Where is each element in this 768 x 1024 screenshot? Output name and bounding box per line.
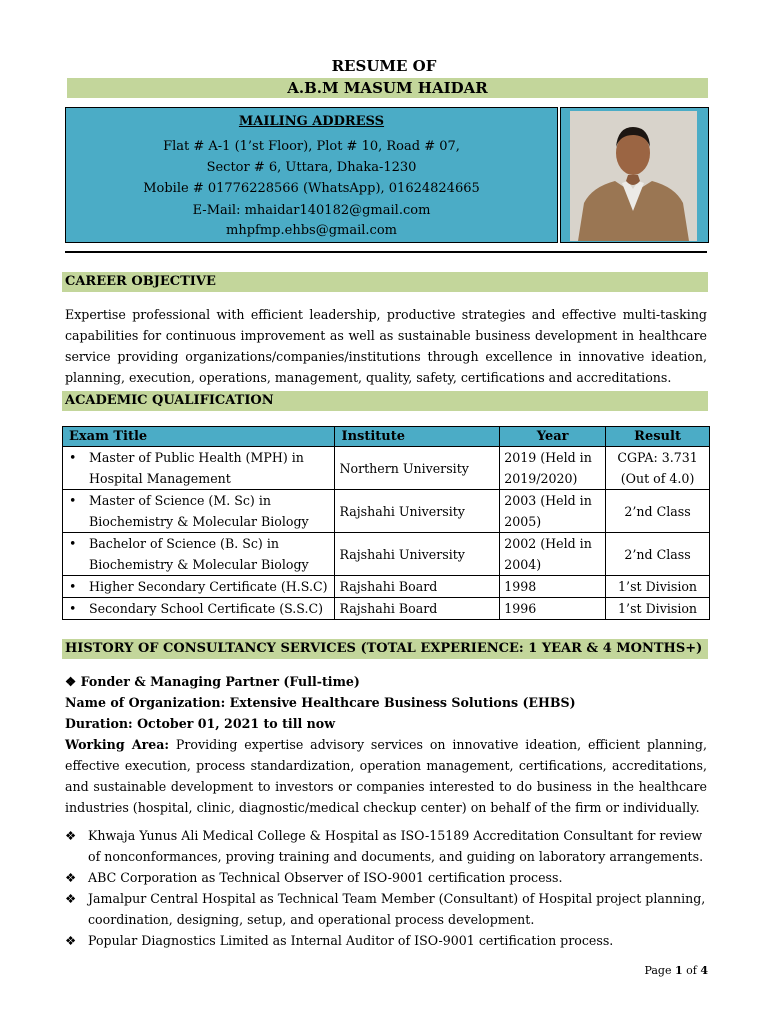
result-cell: 2’nd Class <box>606 533 710 576</box>
email-line-2: mhpfmp.ehbs@gmail.com <box>226 223 397 238</box>
organization-name: Name of Organization: Extensive Healthcare Business Solutions (EHBS) <box>65 695 576 710</box>
list-item-text: ABC Corporation as Technical Observer of ISO-9001 certification process. <box>88 870 563 885</box>
exam-cell <box>63 490 335 533</box>
year-cell: 2003 (Held in 2005) <box>500 490 606 533</box>
address-line: Sector # 6, Uttara, Dhaka-1230 <box>206 160 417 175</box>
consultancy-heading: HISTORY OF CONSULTANCY SERVICES (TOTAL EXPERIENCE: 1 YEAR & 4 MONTHS+) <box>62 639 708 659</box>
bullet-icon: • <box>69 601 77 616</box>
column-header-year: Year <box>500 427 606 447</box>
exam-title: Master of Public Health (MPH) in Hospital Management <box>89 450 304 486</box>
resume-title: RESUME OF <box>331 57 437 75</box>
year-cell: 1998 <box>500 576 606 598</box>
table-row <box>63 447 710 490</box>
experience-block <box>65 671 707 818</box>
column-header-result: Result <box>606 427 710 447</box>
address-line: Flat # A-1 (1’st Floor), Plot # 10, Road # 07, <box>163 139 460 154</box>
bullet-icon: • <box>69 579 77 594</box>
career-objective-text: Expertise professional with efficient leadership, productive strategies and effective multi-tasking capabilities for continuous improvement as well as sustainable business development in healthcare service providing organizations/companies/institutions through excellence in innovative ideation, planning, execution, operations, management, quality, safety, certifications and accreditations. <box>65 307 707 385</box>
year-cell: 2002 (Held in 2004) <box>500 533 606 576</box>
year-cell: 1996 <box>500 598 606 620</box>
list-item-text: Popular Diagnostics Limited as Internal Auditor of ISO-9001 certification process. <box>88 933 614 948</box>
institute-cell: Rajshahi University <box>335 533 500 576</box>
profile-photo <box>570 111 697 241</box>
photo-frame <box>560 107 709 243</box>
diamond-bullet-icon: ❖ <box>65 828 77 843</box>
table-header-row <box>63 427 710 447</box>
table-row <box>63 576 710 598</box>
email-line: E-Mail: mhaidar140182@gmail.com <box>192 203 431 218</box>
column-header-institute: Institute <box>335 427 500 447</box>
exam-cell <box>63 533 335 576</box>
mailing-address-box <box>65 107 558 243</box>
year-cell: 2019 (Held in 2019/2020) <box>500 447 606 490</box>
exam-title: Master of Science (M. Sc) in Biochemistry & Molecular Biology <box>89 493 309 529</box>
exam-cell <box>63 598 335 620</box>
table-row <box>63 598 710 620</box>
result-cell: 1’st Division <box>606 598 710 620</box>
academic-qualification-heading: ACADEMIC QUALIFICATION <box>62 391 708 411</box>
exam-cell <box>63 447 335 490</box>
list-item <box>65 867 707 888</box>
list-item-text: Khwaja Yunus Ali Medical College & Hospital as ISO-15189 Accreditation Consultant for review of nonconformances, proving training and documents, and guiding on laboratory arrangements. <box>88 828 704 864</box>
diamond-bullet-icon: ❖ <box>65 870 77 885</box>
exam-cell <box>63 576 335 598</box>
working-area-text: Providing expertise advisory services on innovative ideation, efficient planning, effective execution, process standardization, operation management, certifications, accreditations, and sustainable development to investors or companies interested to do business in the healthcare industries (hospital, clinic, diagnostic/medical checkup center) on behalf of the firm or individually. <box>65 737 707 815</box>
result-cell: 2’nd Class <box>606 490 710 533</box>
duration: Duration: October 01, 2021 to till now <box>65 716 336 731</box>
mobile-line: Mobile # 01776228566 (WhatsApp), 01624824665 <box>143 181 480 196</box>
page-number <box>600 964 708 977</box>
academic-table <box>62 426 710 620</box>
diamond-bullet-icon: ❖ <box>65 933 77 948</box>
total-pages: 4 <box>700 964 708 977</box>
bullet-icon: • <box>69 450 77 465</box>
list-item <box>65 888 707 930</box>
exam-title: Secondary School Certificate (S.S.C) <box>89 601 324 616</box>
institute-cell: Northern University <box>335 447 500 490</box>
institute-cell: Rajshahi Board <box>335 598 500 620</box>
current-page: 1 <box>674 964 683 977</box>
column-header-exam: Exam Title <box>63 427 335 447</box>
exam-title: Higher Secondary Certificate (H.S.C) <box>89 579 328 594</box>
exam-title: Bachelor of Science (B. Sc) in Biochemistry & Molecular Biology <box>89 536 309 572</box>
of-label: of <box>686 964 697 977</box>
list-item <box>65 930 707 951</box>
table-row <box>63 533 710 576</box>
result-cell: 1’st Division <box>606 576 710 598</box>
list-item-text: Jamalpur Central Hospital as Technical Team Member (Consultant) of Hospital project planning, coordination, designing, setup, and operational process development. <box>88 891 706 927</box>
header-divider <box>65 251 707 253</box>
bullet-icon: • <box>69 536 77 551</box>
mailing-address-heading: MAILING ADDRESS <box>238 114 385 129</box>
result-cell: CGPA: 3.731 (Out of 4.0) <box>606 447 710 490</box>
working-area <box>65 734 707 818</box>
table-row <box>63 490 710 533</box>
working-area-label: Working Area: <box>65 737 170 752</box>
institute-cell: Rajshahi University <box>335 490 500 533</box>
page-label: Page <box>644 964 672 977</box>
institute-cell: Rajshahi Board <box>335 576 500 598</box>
position-title: ❖ Fonder & Managing Partner (Full-time) <box>65 674 360 689</box>
list-item <box>65 825 707 867</box>
engagement-list <box>65 825 707 951</box>
candidate-name: A.B.M MASUM HAIDAR <box>67 78 708 98</box>
diamond-bullet-icon: ❖ <box>65 891 77 906</box>
bullet-icon: • <box>69 493 77 508</box>
career-objective-heading: CAREER OBJECTIVE <box>62 272 708 292</box>
